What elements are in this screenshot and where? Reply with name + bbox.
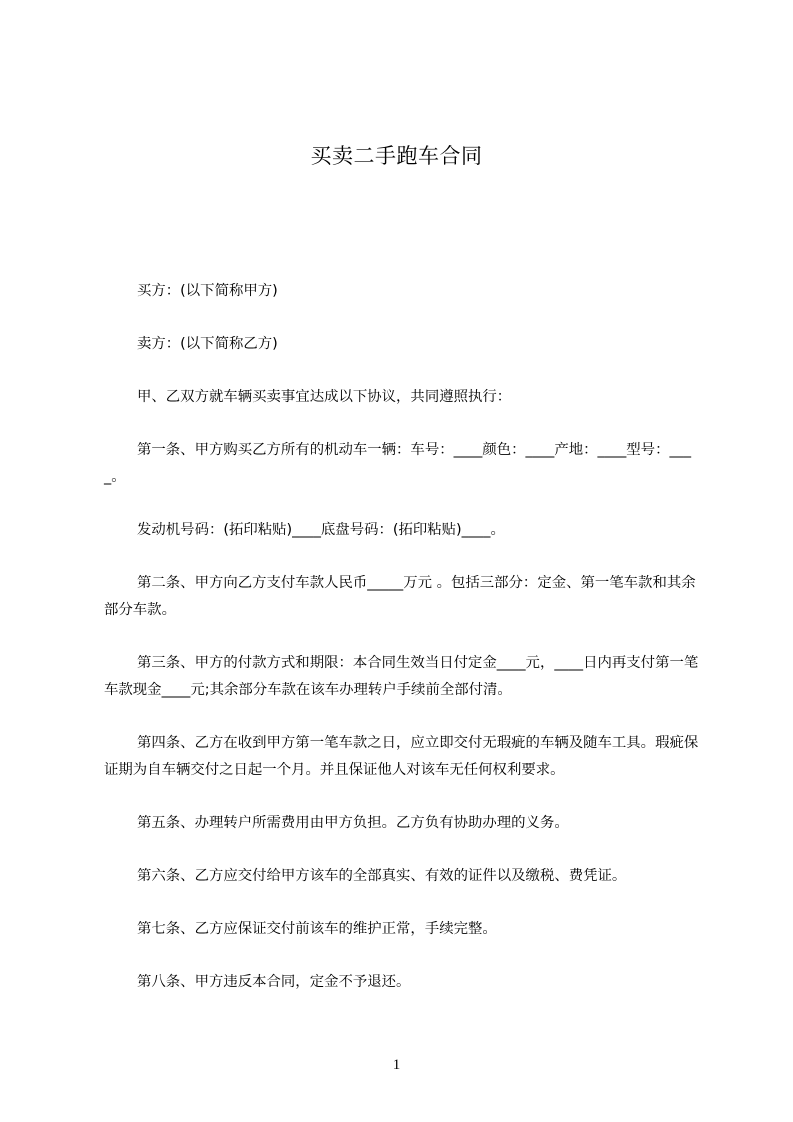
engine-chassis-line: 发动机号码：(拓印粘贴)____底盘号码：(拓印粘贴)____。 (137, 522, 505, 538)
clause-2: 第二条、甲方向乙方支付车款人民币_____万元 。包括三部分：定金、第一笔车款和其余部分车款。 (104, 575, 696, 618)
clause-6: 第六条、乙方应交付给甲方该车的全部真实、有效的证件以及缴税、费凭证。 (137, 868, 627, 884)
seller-line: 卖方：(以下简称乙方) (137, 336, 278, 352)
clause-3: 第三条、甲方的付款方式和期限：本合同生效当日付定金____元，____日内再支付第一笔车款现金____元;其余部分车款在该车办理转户手续前全部付清。 (104, 655, 699, 698)
clause-7: 第七条、乙方应保证交付前该车的维护正常，手续完整。 (137, 921, 497, 937)
document-title: 买卖二手跑车合同 (310, 144, 483, 168)
page-number: 1 (392, 1057, 401, 1073)
clause-1: 第一条、甲方购买乙方所有的机动车一辆：车号：____颜色：____产地：____型号：____。 (104, 442, 692, 485)
buyer-line: 买方：(以下简称甲方) (137, 283, 278, 299)
clause-4: 第四条、乙方在收到甲方第一笔车款之日，应立即交付无瑕疵的车辆及随车工具。瑕疵保证期为自车辆交付之日起一个月。并且保证他人对该车无任何权利要求。 (104, 735, 699, 778)
clause-5: 第五条、办理转户所需费用由甲方负担。乙方负有协助办理的义务。 (137, 815, 569, 831)
agreement-intro: 甲、乙双方就车辆买卖事宜达成以下协议，共同遵照执行： (137, 389, 512, 405)
clause-8: 第八条、甲方违反本合同，定金不予退还。 (137, 974, 411, 990)
